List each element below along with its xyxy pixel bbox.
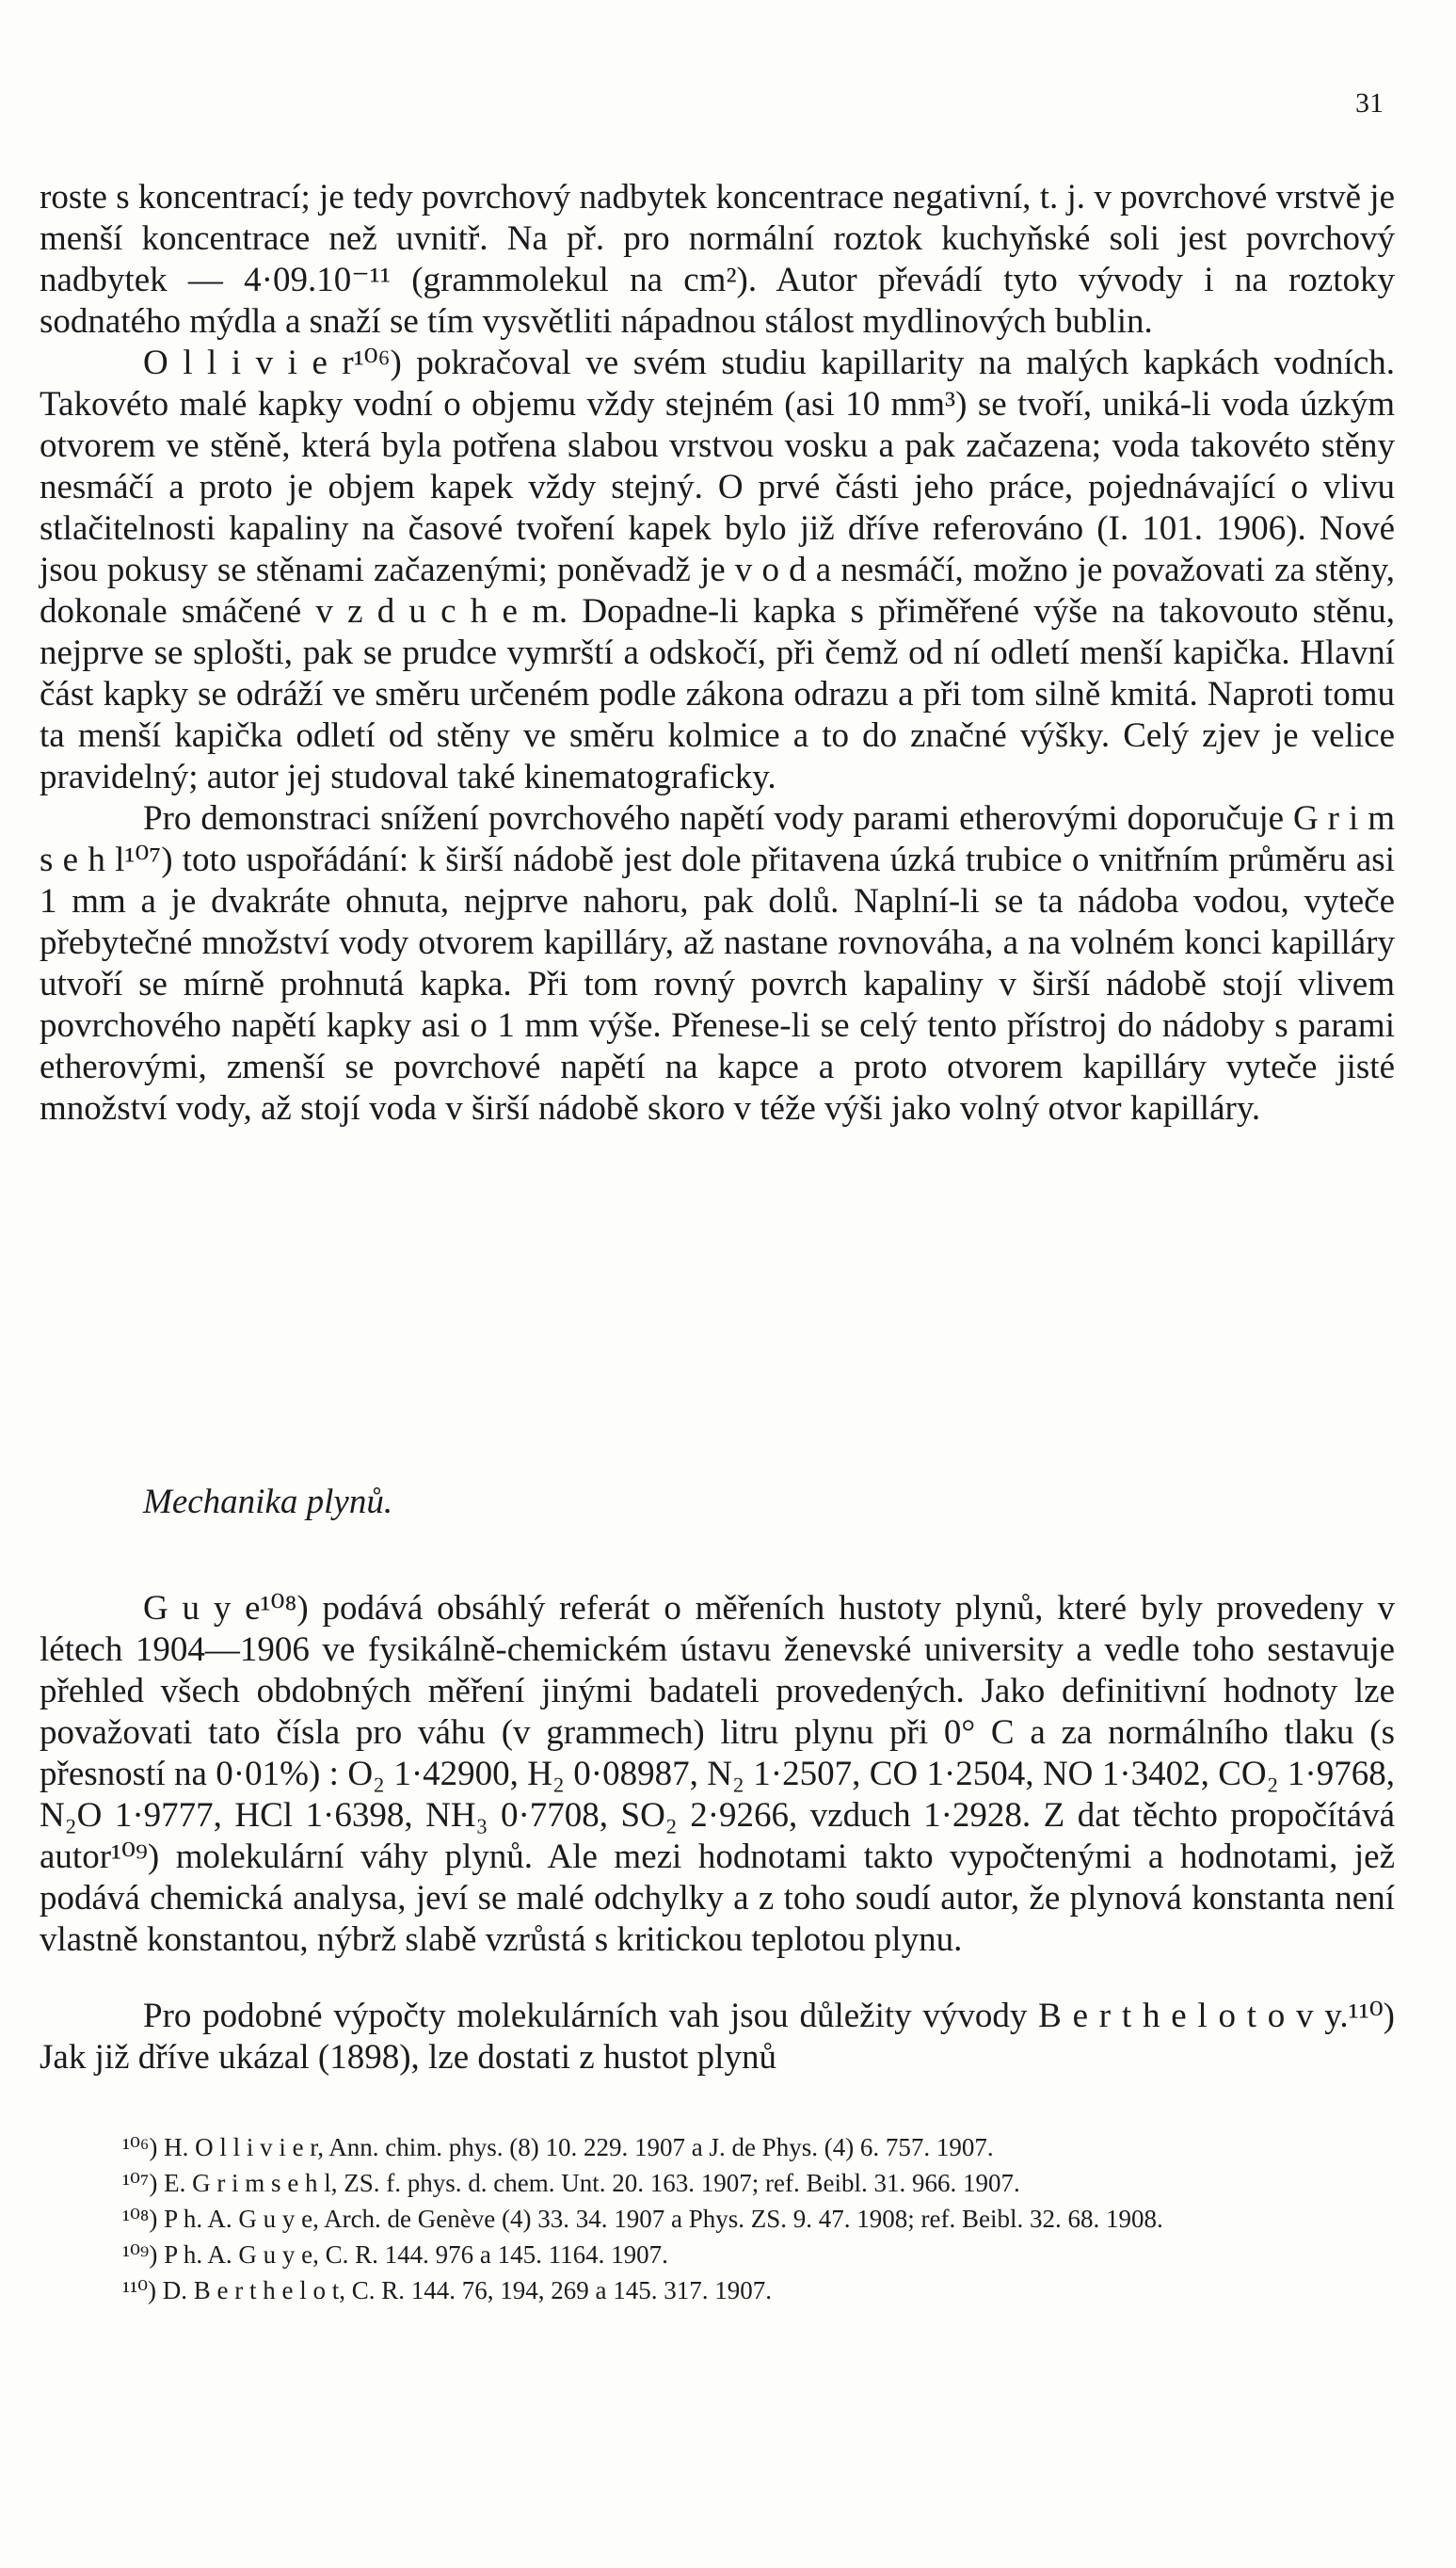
footnote: ¹⁰⁶) H. O l l i v i e r, Ann. chim. phys. (8) 10. 229. 1907 a J. de Phys. (4) 6. 757. 1907. <box>122 2133 994 2161</box>
footnote: ¹⁰⁸) P h. A. G u y e, Arch. de Genève (4) 33. 34. 1907 a Phys. ZS. 9. 47. 1908; ref. Beibl. 32. 68. 1908. <box>122 2205 1163 2233</box>
footnotes <box>40 2129 1395 2308</box>
main-text-continued <box>40 1553 1395 2113</box>
paragraph: roste s koncentrací; je tedy povrchový nadbytek koncentrace negativní, t. j. v povrchové vrstvě je menší koncentrace než uvnitř. Na př. pro normální roztok kuchyňské soli jest povrchový nadbytek — 4·09.10⁻¹¹ (grammolekul na cm²). Autor převádí tyto vývody i na roztoky sodnatého mýdla a snaží se tím vysvětliti nápadnou stálost mydlinových bublin. <box>40 178 1395 341</box>
main-text <box>40 177 1395 1130</box>
paragraph: O l l i v i e r¹⁰⁶) pokračoval ve svém studiu kapillarity na malých kapkách vodních. Takovéto malé kapky vodní o objemu vždy stejném (asi 10 mm³) se tvoří, uniká-li voda úzkým otvorem ve stěně, která byla potřena slabou vrstvou vosku a pak začazena; voda takovéto stěny nesmáčí a proto je objem kapek vždy stejný. O prvé části jeho práce, pojednávající o vlivu stlačitelnosti kapaliny na časové tvoření kapek bylo již dříve referováno (I. 101. 1906). Nové jsou pokusy se stěnami začazenými; poněvadž je v o d a nesmáčí, možno je považovati za stěny, dokonale smáčené v z d u c h e m. Dopadne-li kapka s přiměřené výše na takovouto stěnu, nejprve se splošti, pak se prudce vymrští a odskočí, při čemž od ní odletí menší kapička. Hlavní část kapky se odráží ve směru určeném podle zákona odrazu a při tom silně kmitá. Naproti tomu ta menší kapička odletí od stěny ve směru kolmice a to do značné výšky. Celý zjev je velice pravidelný; autor jej studoval také kinematograficky. <box>40 344 1395 796</box>
page-number: 31 <box>1355 88 1384 119</box>
footnote: ¹¹⁰) D. B e r t h e l o t, C. R. 144. 76, 194, 269 a 145. 317. 1907. <box>122 2276 772 2304</box>
section-heading: Mechanika plynů. <box>143 1483 393 1521</box>
footnote: ¹⁰⁷) E. G r i m s e h l, ZS. f. phys. d. chem. Unt. 20. 163. 1907; ref. Beibl. 31. 966. 1907. <box>122 2169 1020 2197</box>
footnote: ¹⁰⁹) P h. A. G u y e, C. R. 144. 976 a 145. 1164. 1907. <box>122 2240 668 2269</box>
paragraph: G u y e¹⁰⁸) podává obsáhlý referát o měřeních hustoty plynů, které byly provedeny v létech 1904—1906 ve fysikálně-chemickém ústavu ženevské university a vedle toho sestavuje přehled všech obdobných měření jinými badateli provedených. Jako definitivní hodnoty lze považovati tato čísla pro váhu (v grammech) litru plynu při 0° C a za normálního tlaku (s přesností na 0·01%) : O₂ 1·42900, H₂ 0·08987, N₂ 1·2507, CO 1·2504, NO 1·3402, CO₂ 1·9768, N₂O 1·9777, HCl 1·6398, NH₃ 0·7708, SO₂ 2·9266, vzduch 1·2928. Z dat těchto propočítává autor¹⁰⁹) molekulární váhy plynů. Ale mezi hodnotami takto vypočtenými a hodnotami, jež podává chemická analysa, jeví se malé odchylky a z toho soudí autor, že plynová konstanta není vlastně konstantou, nýbrž slabě vzrůstá s kritickou teplotou plynu. <box>40 1589 1395 1959</box>
paragraph: Pro demonstraci snížení povrchového napětí vody parami etherovými doporučuje G r i m s e h l¹⁰⁷) toto uspořádání: k širší nádobě jest dole přitavena úzká trubice o vnitřním průměru asi 1 mm a je dvakráte ohnuta, nejprve nahoru, pak dolů. Naplní-li se ta nádoba vodou, vyteče přebytečné množství vody otvorem kapilláry, až nastane rovnováha, a na volném konci kapilláry utvoří se mírně prohnutá kapka. Při tom rovný povrch kapaliny v širší nádobě stojí vlivem povrchového napětí kapky asi o 1 mm výše. Přenese-li se celý tento přístroj do nádoby s parami etherovými, zmenší se povrchové napětí na kapce a proto otvorem kapilláry vyteče jisté množství vody, až stojí voda v širší nádobě skoro v téže výši jako volný otvor kapilláry. <box>40 799 1395 1128</box>
paragraph: Pro podobné výpočty molekulárních vah jsou důležity vývody B e r t h e l o t o v y.¹¹⁰) Jak již dříve ukázal (1898), lze dostati z hustot plynů <box>40 1997 1395 2077</box>
